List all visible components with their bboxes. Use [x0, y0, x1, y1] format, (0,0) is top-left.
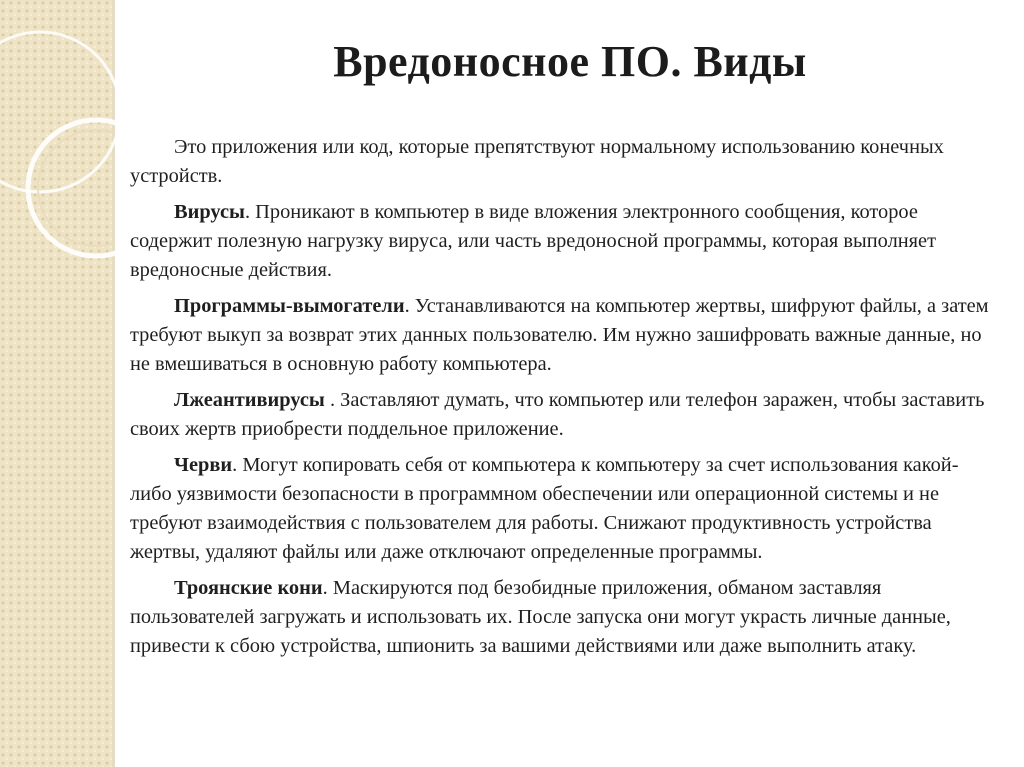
item-paragraph-fake-antivirus [130, 386, 990, 444]
item-term: Троянские кони [174, 577, 323, 599]
item-description: . Заставляют думать, что компьютер или телефон заражен, чтобы заставить своих жертв приобрести поддельное приложение. [130, 389, 985, 440]
item-description: . Маскируются под безобидные приложения, обманом заставляя пользователей загружать и использовать их. После запуска они могут украсть личные данные, привести к сбою устройства, шпионить за вашими действиями или даже выполнить атаку. [130, 577, 951, 657]
item-description: . Проникают в компьютер в виде вложения электронного сообщения, которое содержит полезную нагрузку вируса, или часть вредоносной программы, которая выполняет вредоносные действия. [130, 201, 936, 281]
item-term: Вирусы [174, 201, 245, 223]
decorative-ring-inner [38, 130, 115, 246]
item-term: Лжеантивирусы [174, 389, 325, 411]
item-term: Программы-вымогатели [174, 295, 405, 317]
slide-body [130, 133, 990, 668]
slide-title: Вредоносное ПО. Виды [333, 37, 807, 86]
item-paragraph-viruses [130, 198, 990, 285]
item-description: . Устанавливаются на компьютер жертвы, шифруют файлы, а затем требуют выкуп за возврат этих данных пользователю. Им нужно зашифровать важные данные, но не вмешиваться в основную работу компьютера. [130, 295, 989, 375]
item-paragraph-ransomware [130, 292, 990, 379]
item-term: Черви [174, 454, 233, 476]
item-paragraph-worms [130, 451, 990, 567]
decorative-ring-large [0, 32, 115, 192]
item-description: . Могут копировать себя от компьютера к компьютеру за счет использования какой-либо уязвимости безопасности в программном обеспечении или операционной системы и не требуют взаимодействия с пользователем для работы. Снижают продуктивность устройства жертвы, удаляют файлы или даже отключают определенные программы. [130, 454, 959, 563]
decorative-rings [0, 0, 115, 767]
decorative-ring-medium [28, 120, 115, 256]
item-paragraph-trojans [130, 574, 990, 661]
intro-paragraph: Это приложения или код, которые препятствуют нормальному использованию конечных устройств. [130, 136, 944, 187]
